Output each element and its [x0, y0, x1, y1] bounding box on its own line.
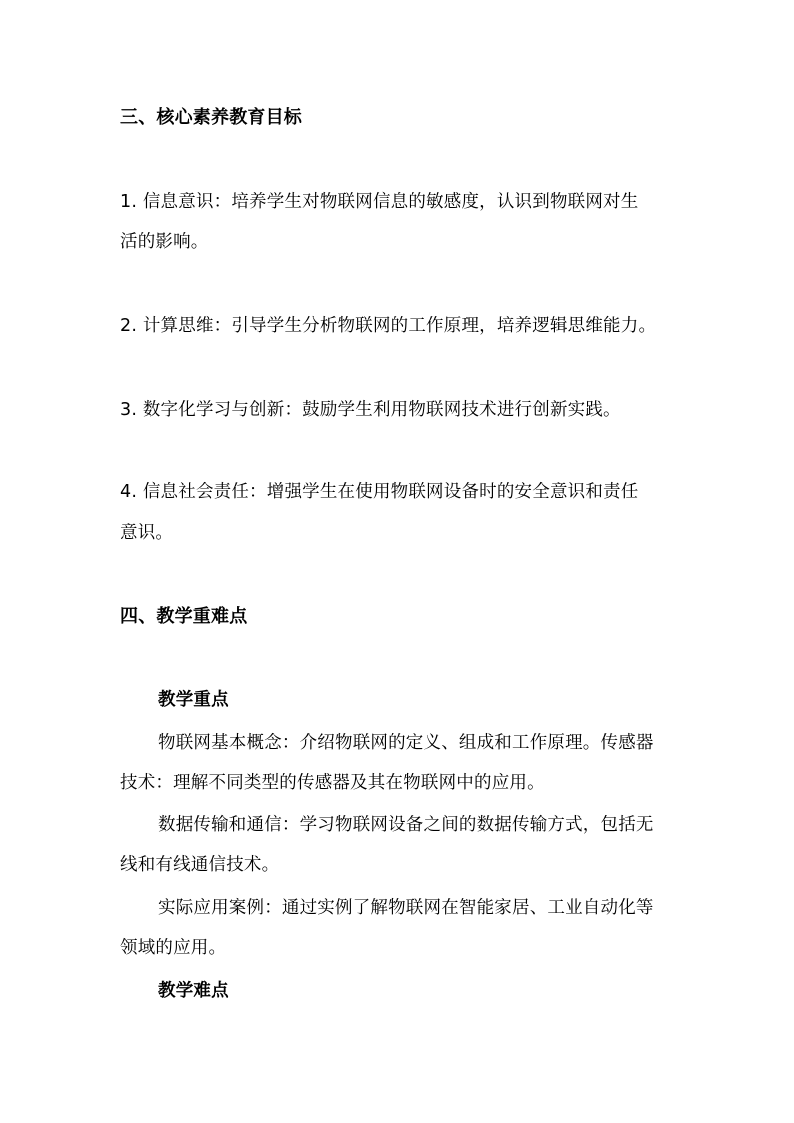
objective-3-line-1: 3. 数字化学习与创新：鼓励学生利用物联网技术进行创新实践。 [120, 400, 621, 420]
key-points-heading: 教学重点 [158, 690, 229, 710]
key-point-1-line-1: 物联网基本概念：介绍物联网的定义、组成和工作原理。传感器 [158, 733, 654, 753]
objective-1-line-1: 1. 信息意识：培养学生对物联网信息的敏感度，认识到物联网对生 [120, 192, 639, 212]
key-point-1-line-2: 技术：理解不同类型的传感器及其在物联网中的应用。 [120, 773, 545, 793]
difficult-points-heading: 教学难点 [158, 981, 229, 1001]
objective-4-line-2: 意识。 [120, 523, 174, 543]
section-3-heading: 三、核心素养教育目标 [120, 107, 302, 128]
objective-2-line-1: 2. 计算思维：引导学生分析物联网的工作原理，培养逻辑思维能力。 [120, 316, 657, 336]
objective-1-line-2: 活的影响。 [120, 232, 209, 252]
key-point-3-line-1: 实际应用案例：通过实例了解物联网在智能家居、工业自动化等 [158, 898, 654, 918]
section-4-heading: 四、教学重难点 [120, 606, 248, 627]
key-point-2-line-1: 数据传输和通信：学习物联网设备之间的数据传输方式，包括无 [158, 815, 654, 835]
objective-4-line-1: 4. 信息社会责任：增强学生在使用物联网设备时的安全意识和责任 [120, 482, 639, 502]
key-point-2-line-2: 线和有线通信技术。 [120, 855, 280, 875]
key-point-3-line-2: 领域的应用。 [120, 938, 227, 958]
